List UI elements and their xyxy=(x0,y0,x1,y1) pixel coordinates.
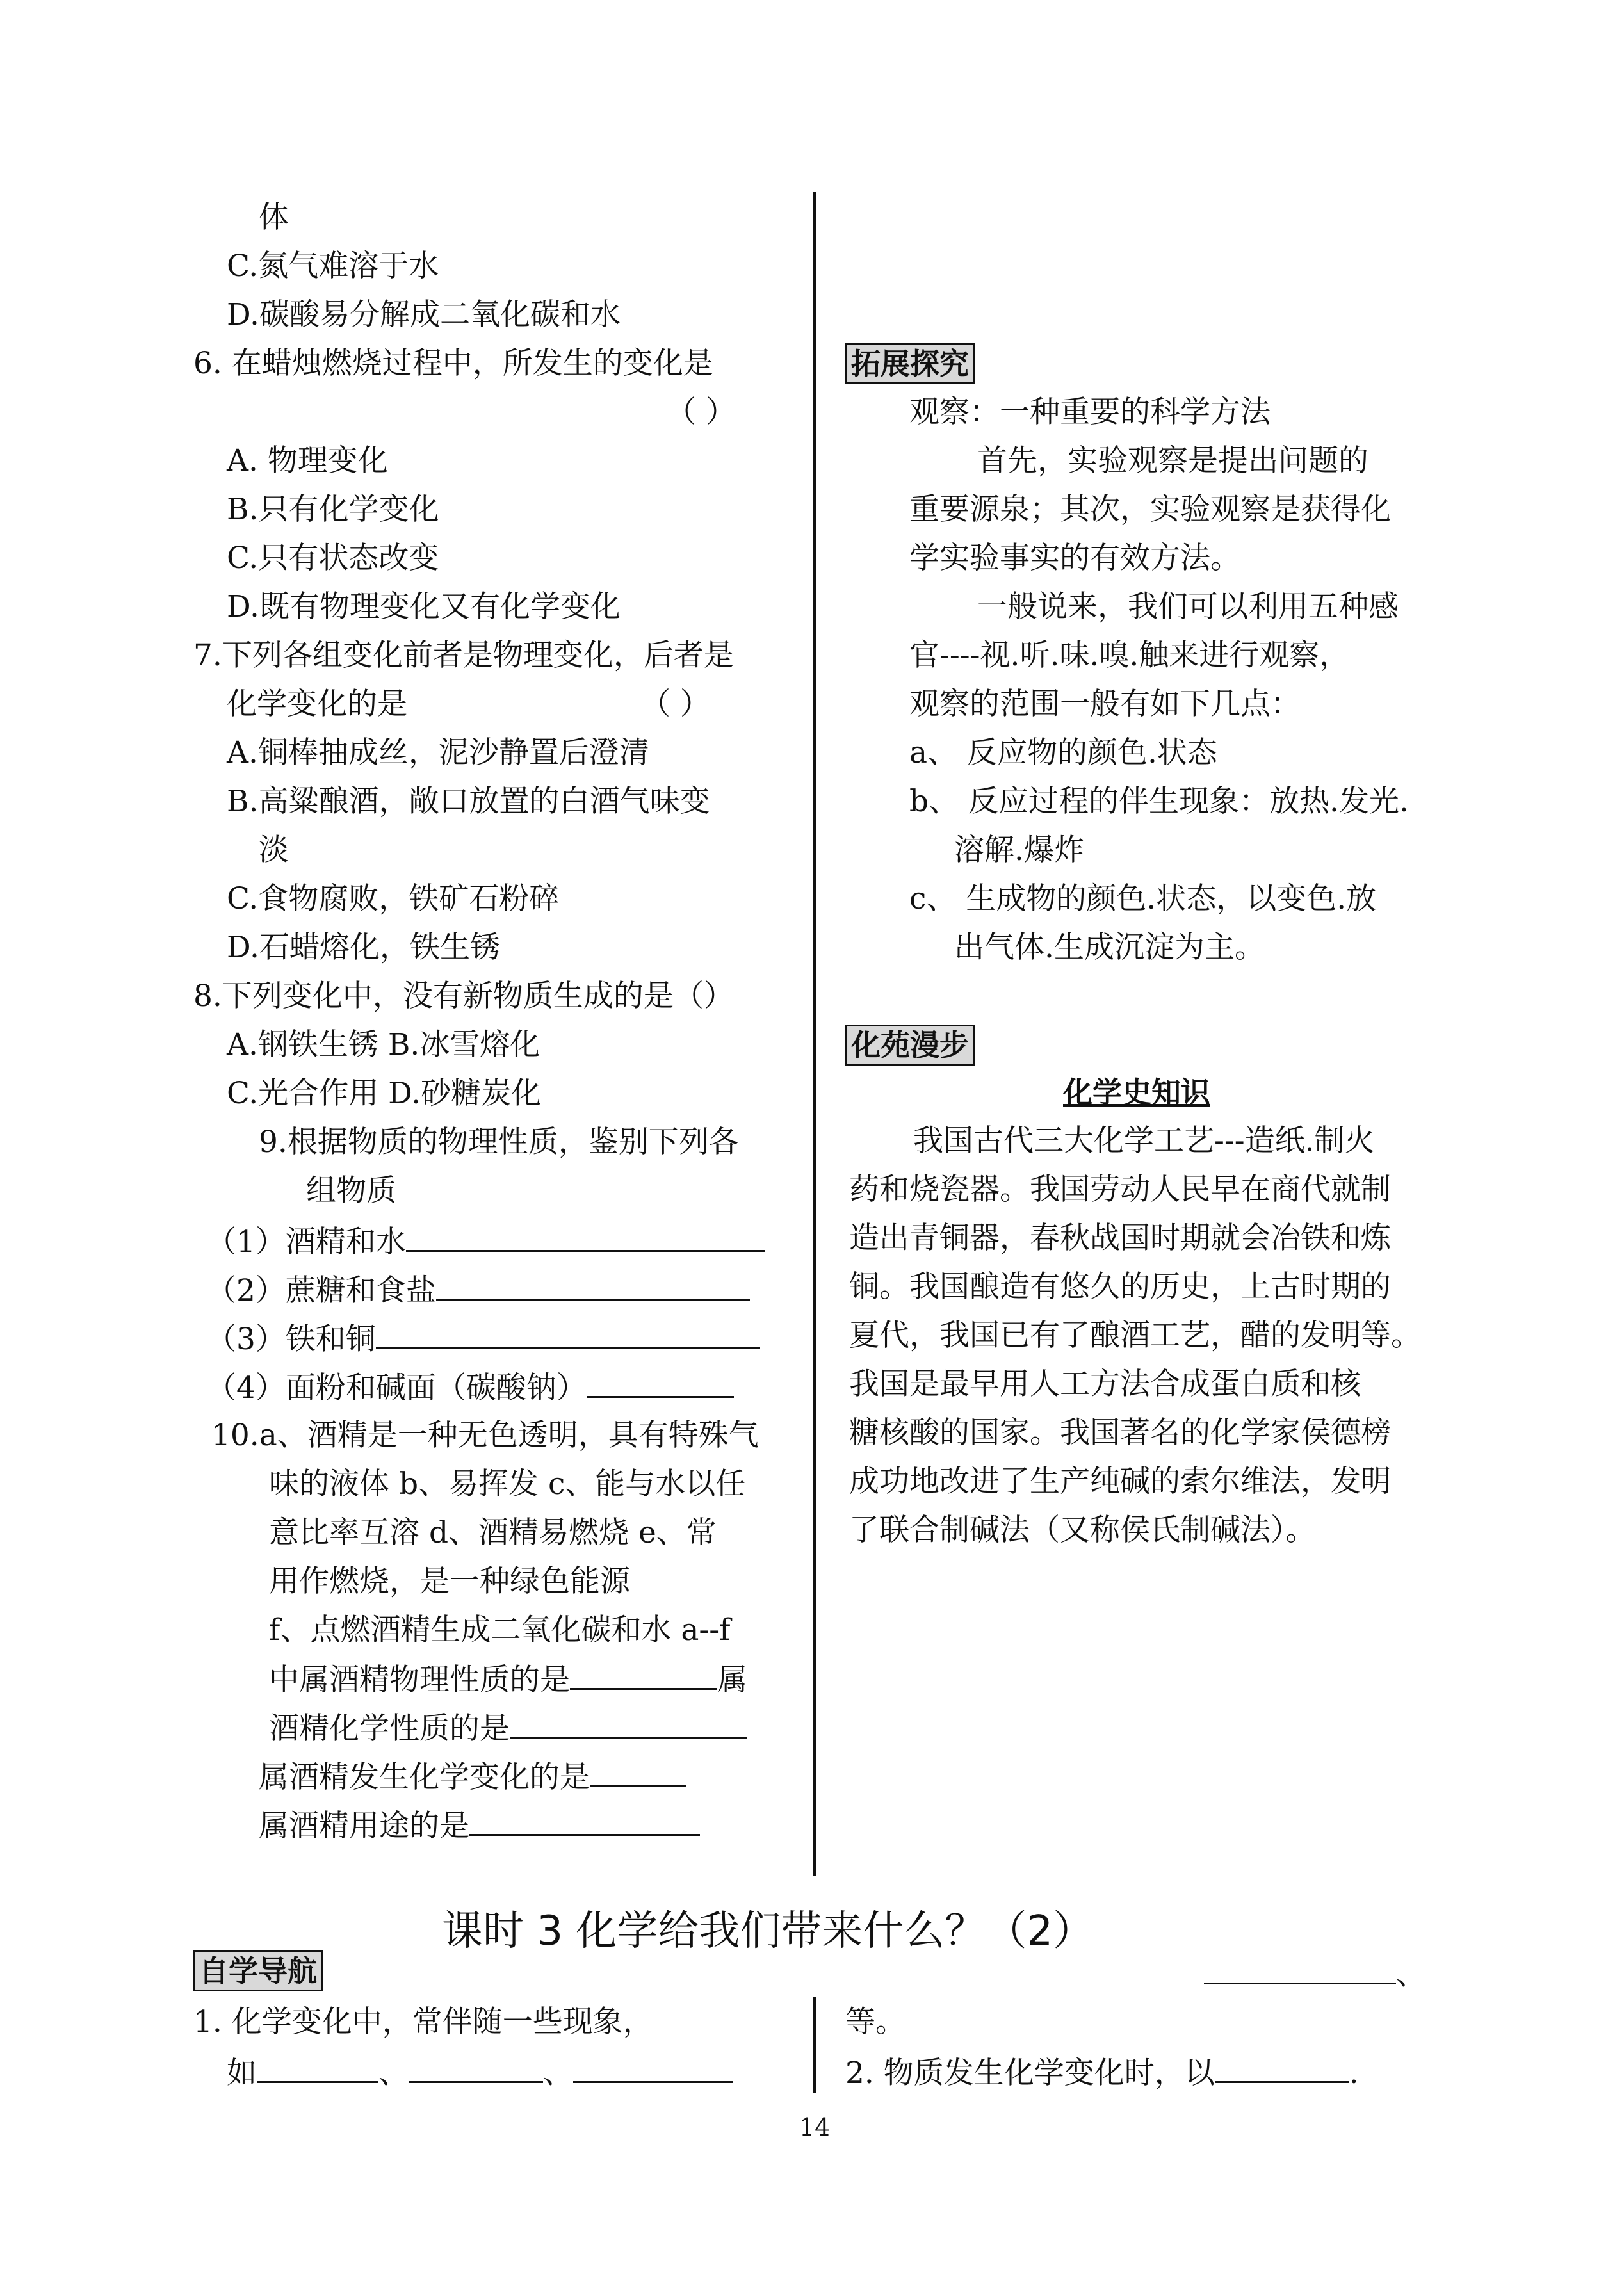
separator: 、 xyxy=(1396,1957,1426,1992)
text-line: 观察的范围一般有如下几点： xyxy=(909,686,1301,722)
text-line: 学实验事实的有效方法。 xyxy=(909,540,1240,576)
options-ab: A.钢铁生锈 B.冰雪熔化 xyxy=(227,1027,540,1062)
section-title-self-study: 自学导航 xyxy=(193,1950,323,1991)
lesson-text: 等。 xyxy=(845,2004,905,2040)
options-cd: C.光合作用 D.砂糖炭化 xyxy=(227,1076,542,1111)
list-item: a、 反应物的颜色.状态 xyxy=(909,735,1217,770)
answer-blank[interactable] xyxy=(1215,2053,1349,2083)
text-line: 重要源泉；其次，实验观察是获得化 xyxy=(909,492,1391,527)
option-d: D.碳酸易分解成二氧化碳和水 xyxy=(227,297,621,332)
question-10-cont: 意比率互溶 d、酒精易燃烧 e、常 xyxy=(269,1515,717,1550)
text-line: 了联合制碱法（又称侯氏制碱法）。 xyxy=(849,1512,1316,1548)
right-top-blank-line xyxy=(1204,1954,1426,1994)
answer-paren: （ ） xyxy=(640,686,710,722)
section-subtitle: 化学史知识 xyxy=(1063,1075,1210,1110)
blank-label: 属 xyxy=(717,1662,747,1698)
text-line: 体 xyxy=(259,200,289,235)
question-10: 10.a、酒精是一种无色透明，具有特殊气 xyxy=(211,1418,759,1453)
section-title-extension: 拓展探究 xyxy=(845,343,975,384)
answer-blank[interactable] xyxy=(1204,1954,1396,1984)
blank-label: 属酒精发生化学变化的是 xyxy=(259,1760,590,1795)
item-3 xyxy=(206,1319,760,1359)
text-line: 首先，实验观察是提出问题的 xyxy=(977,443,1368,478)
answer-blank[interactable] xyxy=(587,1368,734,1398)
answer-blank[interactable] xyxy=(590,1757,686,1787)
question-9: 9.根据物质的物理性质，鉴别下列各 xyxy=(259,1124,739,1160)
separator: 、 xyxy=(543,2056,573,2091)
text-line: 夏代，我国已有了酿酒工艺，醋的发明等。 xyxy=(849,1318,1421,1353)
answer-blank[interactable] xyxy=(570,1660,717,1690)
lesson-question-1-blanks xyxy=(227,2053,733,2093)
list-item: c、 生成物的颜色.状态，以变色.放 xyxy=(909,881,1377,916)
option-c: C.只有状态改变 xyxy=(227,540,439,576)
text-line: 我国是最早用人工方法合成蛋白质和核 xyxy=(849,1366,1361,1402)
question-7-cont: 化学变化的是 xyxy=(227,686,407,722)
text-line: 糖核酸的国家。我国著名的化学家侯德榜 xyxy=(849,1415,1391,1450)
answer-blank[interactable] xyxy=(573,2053,733,2083)
question-10-cont xyxy=(269,1660,747,1699)
option-a: A.铜棒抽成丝，泥沙静置后澄清 xyxy=(227,735,649,770)
option-b-cont: 淡 xyxy=(259,832,289,868)
option-d: D.既有物理变化又有化学变化 xyxy=(227,589,621,624)
option-d: D.石蜡熔化，铁生锈 xyxy=(227,930,500,965)
lesson-question-1: 1. 化学变化中，常伴随一些现象， xyxy=(193,2004,653,2040)
option-b: B.只有化学变化 xyxy=(227,492,439,527)
text-line: 成功地改进了生产纯碱的索尔维法，发明 xyxy=(849,1464,1391,1499)
blank-label: 中属酒精物理性质的是 xyxy=(269,1662,570,1698)
text-line: 观察：一种重要的科学方法 xyxy=(909,394,1271,430)
item-label: （3）铁和铜 xyxy=(206,1322,376,1357)
answer-blank[interactable] xyxy=(469,1806,700,1836)
answer-blank[interactable] xyxy=(406,1222,765,1252)
item-label: （1）酒精和水 xyxy=(206,1224,406,1260)
question-8: 8.下列变化中，没有新物质生成的是（） xyxy=(193,978,734,1014)
separator: 、 xyxy=(378,2056,409,2091)
blank-label: 2. 物质发生化学变化时，以 xyxy=(845,2056,1215,2091)
list-item: b、 反应过程的伴生现象：放热.发光. xyxy=(909,784,1409,819)
section-title-garden: 化苑漫步 xyxy=(845,1025,975,1066)
lesson-question-2 xyxy=(845,2053,1359,2093)
text-line: 药和烧瓷器。我国劳动人民早在商代就制 xyxy=(849,1172,1391,1207)
blank-label: 属酒精用途的是 xyxy=(259,1808,469,1844)
item-1 xyxy=(206,1222,765,1261)
page-number: 14 xyxy=(799,2113,831,2141)
item-label: （2）蔗糖和食盐 xyxy=(206,1273,436,1308)
option-a: A. 物理变化 xyxy=(227,443,388,478)
list-item-cont: 出气体.生成沉淀为主。 xyxy=(954,930,1265,965)
item-label: （4）面粉和碱面（碳酸钠） xyxy=(206,1370,587,1406)
answer-paren: （ ） xyxy=(666,394,736,430)
list-item-cont: 溶解.爆炸 xyxy=(954,832,1084,868)
blank-label: 酒精化学性质的是 xyxy=(269,1711,510,1746)
blank-label: 如 xyxy=(227,2056,257,2091)
question-10-cont xyxy=(269,1708,747,1748)
question-7: 7.下列各组变化前者是物理变化，后者是 xyxy=(193,638,734,673)
question-6: 6. 在蜡烛燃烧过程中，所发生的变化是 xyxy=(193,346,713,381)
question-10-cont: 味的液体 b、易挥发 c、能与水以任 xyxy=(269,1466,746,1502)
answer-blank[interactable] xyxy=(257,2053,378,2083)
text-line: 我国古代三大化学工艺---造纸.制火 xyxy=(913,1123,1375,1158)
answer-blank[interactable] xyxy=(510,1708,747,1739)
option-c: C.食物腐败，铁矿石粉碎 xyxy=(227,881,560,916)
answer-blank[interactable] xyxy=(409,2053,543,2083)
option-b: B.高粱酿酒，敞口放置的白酒气味变 xyxy=(227,784,710,819)
text-line: 官----视.听.味.嗅.触来进行观察， xyxy=(909,638,1350,673)
period: . xyxy=(1349,2056,1359,2091)
question-9-cont: 组物质 xyxy=(306,1173,396,1208)
item-4 xyxy=(206,1368,734,1407)
question-10-cont: f、点燃酒精生成二氧化碳和水 a--f xyxy=(269,1612,731,1648)
text-line: 铜。我国酿造有悠久的历史，上古时期的 xyxy=(849,1269,1391,1304)
text-line: 造出青铜器，春秋战国时期就会冶铁和炼 xyxy=(849,1220,1391,1256)
option-c: C.氮气难溶于水 xyxy=(227,248,439,284)
item-2 xyxy=(206,1270,750,1310)
answer-blank[interactable] xyxy=(436,1270,750,1301)
question-10-cont xyxy=(259,1757,686,1797)
question-10-cont xyxy=(259,1806,700,1845)
lesson-title: 课时 3 化学给我们带来什么？（2） xyxy=(442,1908,1094,1955)
answer-blank[interactable] xyxy=(376,1319,760,1349)
question-10-cont: 用作燃烧，是一种绿色能源 xyxy=(269,1564,630,1599)
column-divider-bottom xyxy=(813,1997,816,2093)
text-line: 一般说来，我们可以利用五种感 xyxy=(977,589,1399,624)
column-divider xyxy=(813,192,816,1876)
